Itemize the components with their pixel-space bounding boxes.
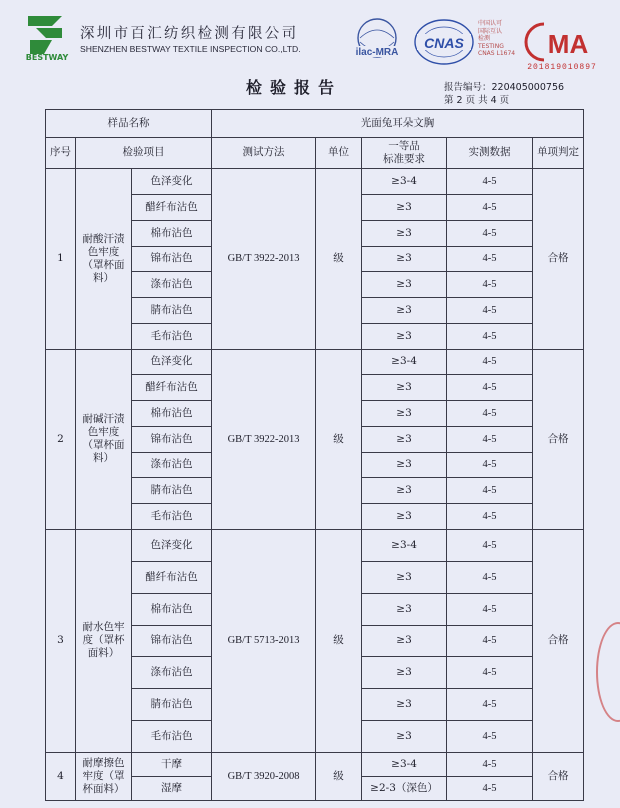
sub-item-cell: 色泽变化 [132, 529, 212, 561]
sub-item-cell: 棉布沾色 [132, 220, 212, 246]
result-cell: 4-5 [447, 657, 533, 689]
unit-cell: 级 [316, 753, 362, 801]
ilac-text: ilac-MRA [355, 47, 399, 58]
result-cell: 4-5 [447, 169, 533, 195]
company-name-en: SHENZHEN BESTWAY TEXTILE INSPECTION CO.,LTD. [80, 44, 301, 54]
item-cell: 耐水色牢度（罩杯面料） [76, 529, 132, 752]
requirement-cell: ≥3-4 [362, 753, 447, 777]
item-cell: 耐碱汗渍色牢度（罩杯面料） [76, 349, 132, 529]
table-row [46, 753, 584, 777]
sub-item-cell: 锦布沾色 [132, 625, 212, 657]
verdict-cell: 合格 [533, 753, 584, 801]
cnas-logo-icon [413, 16, 475, 68]
page-number: 第 2 页 共 4 页 [444, 95, 510, 106]
cma-logo-icon [522, 16, 602, 64]
requirement-cell: ≥3 [362, 220, 447, 246]
header-verdict: 单项判定 [533, 137, 584, 169]
requirement-cell: ≥3-4 [362, 169, 447, 195]
result-cell: 4-5 [447, 426, 533, 452]
requirement-cell: ≥3 [362, 401, 447, 427]
sub-item-cell: 醋纤布沾色 [132, 375, 212, 401]
company-name-cn: 深圳市百汇纺织检测有限公司 [80, 26, 299, 42]
result-cell: 4-5 [447, 753, 533, 777]
requirement-cell: ≥3 [362, 561, 447, 593]
result-cell: 4-5 [447, 220, 533, 246]
result-cell: 4-5 [447, 776, 533, 800]
requirement-cell: ≥3-4 [362, 529, 447, 561]
sub-item-cell: 毛布沾色 [132, 504, 212, 530]
requirement-cell: ≥3 [362, 478, 447, 504]
requirement-cell: ≥3 [362, 272, 447, 298]
cma-number: 201819010897 [527, 63, 597, 72]
sample-label: 样品名称 [46, 110, 212, 138]
seq-cell: 1 [46, 169, 76, 349]
requirement-cell: ≥2-3（深色） [362, 776, 447, 800]
cnas-side-line: 检测 [478, 35, 491, 42]
table-row [46, 529, 584, 561]
header-req: 一等品 标准要求 [362, 137, 447, 169]
requirement-cell: ≥3 [362, 323, 447, 349]
requirement-cell: ≥3 [362, 426, 447, 452]
result-cell: 4-5 [447, 625, 533, 657]
sub-item-cell: 腈布沾色 [132, 478, 212, 504]
item-cell: 耐酸汗渍色牢度（罩杯面料） [76, 169, 132, 349]
result-cell: 4-5 [447, 529, 533, 561]
unit-cell: 级 [316, 529, 362, 752]
requirement-cell: ≥3 [362, 452, 447, 478]
report-number: 报告编号：220405000756 [444, 82, 565, 93]
result-cell: 4-5 [447, 298, 533, 324]
sub-item-cell: 干摩 [132, 753, 212, 777]
unit-cell: 级 [316, 169, 362, 349]
result-cell: 4-5 [447, 689, 533, 721]
cnas-side-line: CNAS L1674 [478, 50, 516, 57]
result-cell: 4-5 [447, 375, 533, 401]
seq-cell: 3 [46, 529, 76, 752]
ma-text: MA [547, 29, 589, 59]
sub-item-cell: 毛布沾色 [132, 323, 212, 349]
result-cell: 4-5 [447, 561, 533, 593]
sub-item-cell: 涤布沾色 [132, 657, 212, 689]
sub-item-cell: 棉布沾色 [132, 593, 212, 625]
unit-cell: 级 [316, 349, 362, 529]
sub-item-cell: 醋纤布沾色 [132, 195, 212, 221]
result-cell: 4-5 [447, 272, 533, 298]
result-cell: 4-5 [447, 349, 533, 375]
ilac-mra-logo-icon [348, 16, 406, 68]
requirement-cell: ≥3 [362, 195, 447, 221]
header-method: 测试方法 [212, 137, 316, 169]
result-cell: 4-5 [447, 246, 533, 272]
item-cell: 耐摩擦色牢度（罩杯面料） [76, 753, 132, 801]
requirement-cell: ≥3 [362, 298, 447, 324]
header-item: 检验项目 [76, 137, 212, 169]
method-cell: GB/T 3922-2013 [212, 169, 316, 349]
requirement-cell: ≥3 [362, 375, 447, 401]
sub-item-cell: 锦布沾色 [132, 246, 212, 272]
result-cell: 4-5 [447, 478, 533, 504]
cnas-side-line: 国际互认 [478, 27, 503, 35]
seq-cell: 4 [46, 753, 76, 801]
header-result: 实测数据 [447, 137, 533, 169]
sub-item-cell: 涤布沾色 [132, 272, 212, 298]
result-cell: 4-5 [447, 721, 533, 753]
requirement-cell: ≥3-4 [362, 349, 447, 375]
header-unit: 单位 [316, 137, 362, 169]
test-results-table [45, 109, 584, 801]
requirement-cell: ≥3 [362, 246, 447, 272]
sub-item-cell: 锦布沾色 [132, 426, 212, 452]
sub-item-cell: 色泽变化 [132, 349, 212, 375]
header-seq: 序号 [46, 137, 76, 169]
sub-item-cell: 色泽变化 [132, 169, 212, 195]
requirement-cell: ≥3 [362, 504, 447, 530]
inspection-stamp [596, 622, 620, 722]
table-row [46, 349, 584, 375]
sub-item-cell: 毛布沾色 [132, 721, 212, 753]
result-cell: 4-5 [447, 195, 533, 221]
logo-text: BESTWAY [25, 53, 69, 62]
requirement-cell: ≥3 [362, 657, 447, 689]
sub-item-cell: 湿摩 [132, 776, 212, 800]
result-cell: 4-5 [447, 593, 533, 625]
table-row [46, 169, 584, 195]
header-row [46, 137, 584, 169]
cnas-side-line: TESTING [478, 42, 504, 50]
verdict-cell: 合格 [533, 169, 584, 349]
requirement-cell: ≥3 [362, 625, 447, 657]
method-cell: GB/T 3920-2008 [212, 753, 316, 801]
sub-item-cell: 腈布沾色 [132, 689, 212, 721]
seq-cell: 2 [46, 349, 76, 529]
report-title: 检验报告 [246, 78, 343, 97]
sub-item-cell: 腈布沾色 [132, 298, 212, 324]
requirement-cell: ≥3 [362, 593, 447, 625]
result-cell: 4-5 [447, 401, 533, 427]
result-cell: 4-5 [447, 323, 533, 349]
sub-item-cell: 涤布沾色 [132, 452, 212, 478]
requirement-cell: ≥3 [362, 721, 447, 753]
cnas-side-line: 中国认可 [478, 20, 503, 27]
sub-item-cell: 棉布沾色 [132, 401, 212, 427]
result-cell: 4-5 [447, 452, 533, 478]
sample-name: 光面兔耳朵文胸 [212, 110, 584, 138]
result-cell: 4-5 [447, 504, 533, 530]
method-cell: GB/T 3922-2013 [212, 349, 316, 529]
sample-row [46, 110, 584, 138]
cnas-text: CNAS [424, 35, 464, 51]
cnas-side-text [478, 20, 515, 58]
method-cell: GB/T 5713-2013 [212, 529, 316, 752]
verdict-cell: 合格 [533, 529, 584, 752]
sub-item-cell: 醋纤布沾色 [132, 561, 212, 593]
verdict-cell: 合格 [533, 349, 584, 529]
requirement-cell: ≥3 [362, 689, 447, 721]
